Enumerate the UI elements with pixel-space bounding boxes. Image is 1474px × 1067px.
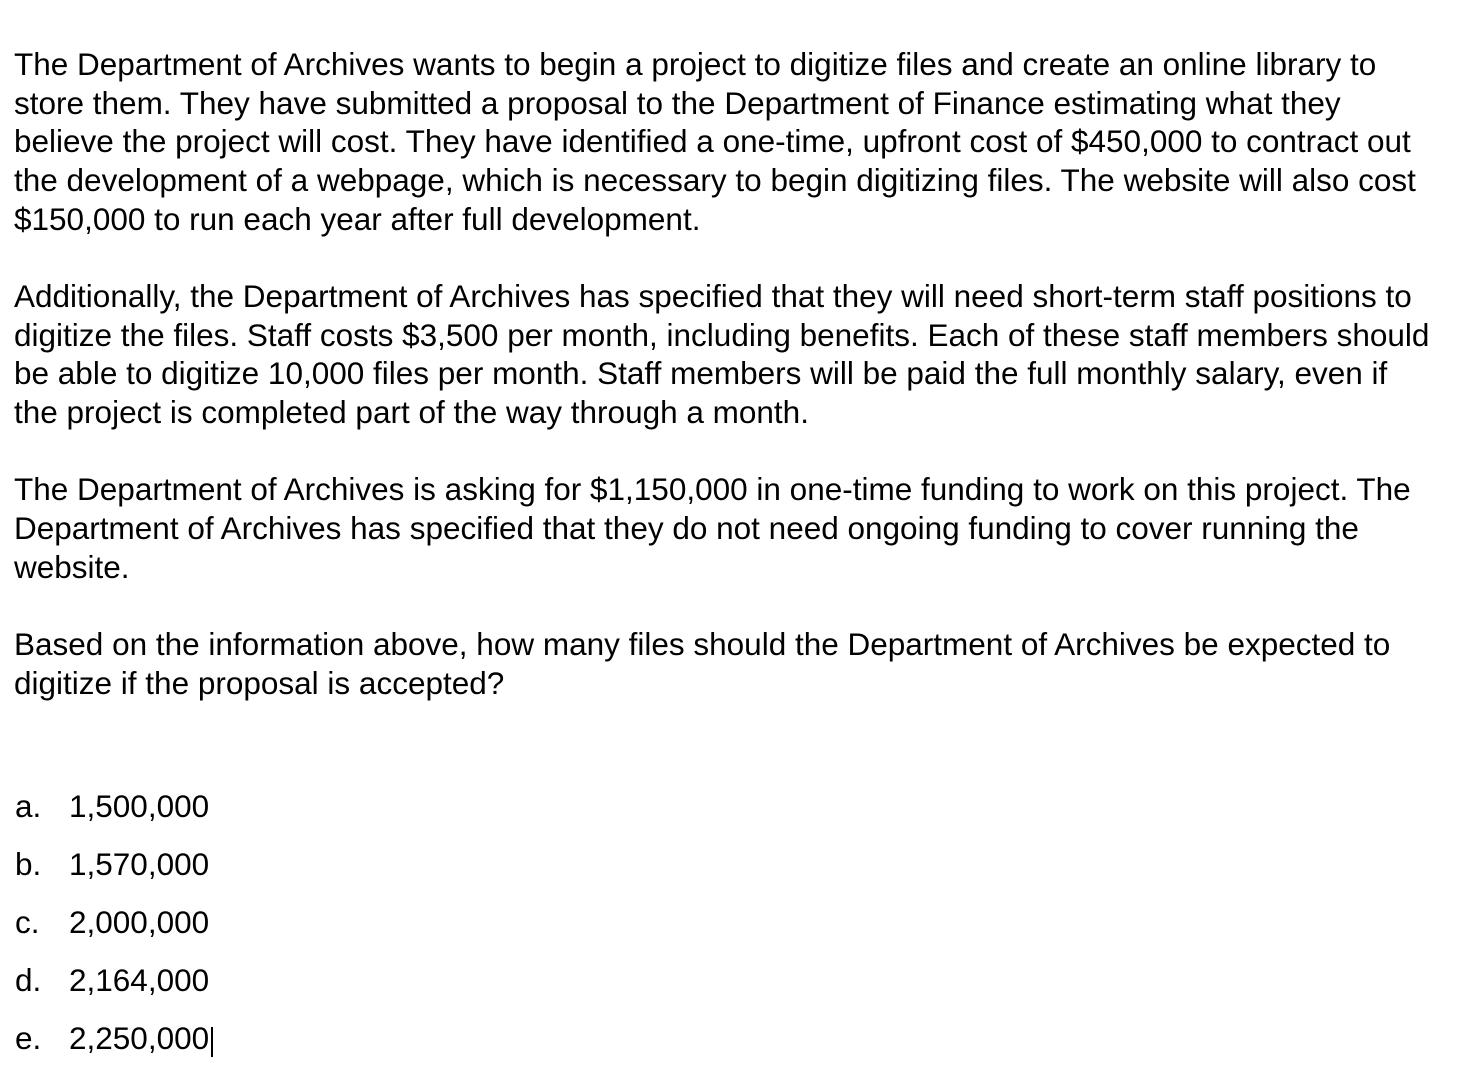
option-c[interactable] xyxy=(15,893,213,951)
option-letter: b. xyxy=(15,846,42,882)
option-value: 2,000,000 xyxy=(69,904,210,940)
option-value: 2,250,000 xyxy=(69,1020,210,1056)
option-letter: c. xyxy=(15,904,40,940)
option-a[interactable] xyxy=(15,777,213,835)
question-text: Based on the information above, how many files should the Department of Archives be expected to digitize if the proposal is accepted? xyxy=(14,625,1391,701)
document-body xyxy=(14,45,1434,702)
option-value: 1,500,000 xyxy=(69,788,210,824)
answer-options xyxy=(15,777,213,1067)
paragraph-project-cost: The Department of Archives wants to begin a project to digitize files and create an online library to store them. They have submitted a proposal to the Department of Finance estimating what they believe the project will cost. They have identified a one-time, upfront cost of $450,000 to contract out the development of a webpage, which is necessary to begin digitizing files. The website will also cost $150,000 to run each year after full development. xyxy=(14,46,1416,237)
paragraph-staff-cost: Additionally, the Department of Archives has specified that they will need short-term staff positions to digitize the files. Staff costs $3,500 per month, including benefits. Each of these staff members should be able to digitize 10,000 files per month. Staff members will be paid the full monthly salary, even if the project is completed part of the way through a month. xyxy=(14,278,1430,431)
option-letter: a. xyxy=(15,788,42,824)
option-d[interactable] xyxy=(15,951,213,1009)
text-cursor xyxy=(211,1027,213,1057)
option-value: 1,570,000 xyxy=(69,846,210,882)
option-e[interactable] xyxy=(15,1009,213,1067)
option-b[interactable] xyxy=(15,835,213,893)
option-value: 2,164,000 xyxy=(69,962,210,998)
paragraph-funding-request: The Department of Archives is asking for $1,150,000 in one-time funding to work on this project. The Department of Archives has specified that they do not need ongoing funding to cover running the website. xyxy=(14,471,1411,585)
option-letter: e. xyxy=(15,1020,42,1056)
option-letter: d. xyxy=(15,962,42,998)
